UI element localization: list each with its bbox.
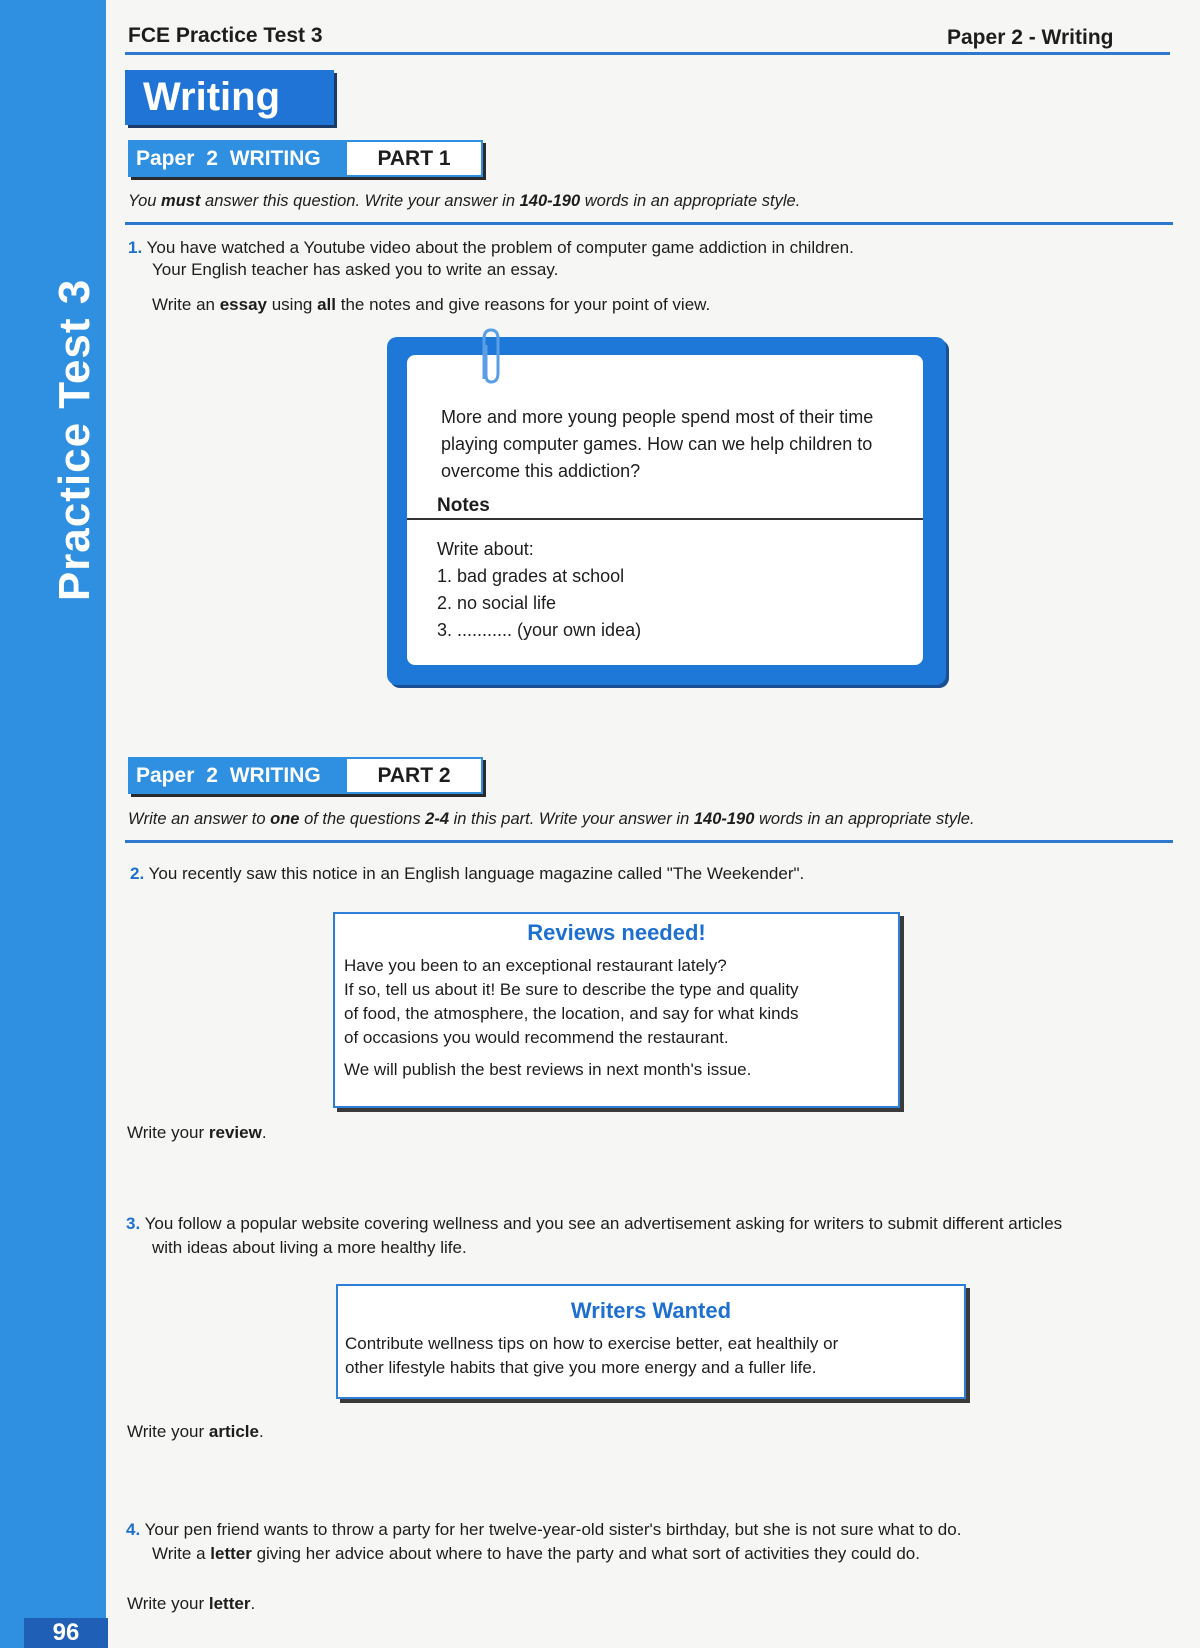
question-number: 4.	[126, 1520, 141, 1539]
notice-footer: We will publish the best reviews in next month's issue.	[344, 1060, 752, 1079]
task-article: article	[208, 1422, 259, 1441]
part1-banner	[128, 140, 483, 177]
notice-line: If so, tell us about it! Be sure to describe the type and quality	[344, 980, 799, 999]
notice-line: other lifestyle habits that give you more energy and a fuller life.	[345, 1358, 817, 1377]
part1-banner-paper: Paper 2 WRITING	[128, 140, 345, 177]
instr-range: 2-4	[425, 810, 450, 828]
question-3	[126, 1212, 1062, 1236]
task-essay: essay	[219, 295, 267, 314]
notice-body	[335, 946, 898, 1082]
task-text: Write your	[127, 1123, 209, 1142]
note-item: 3. ........... (your own idea)	[437, 620, 642, 640]
question-number: 3.	[126, 1214, 141, 1233]
task-text: the notes and give reasons for your point of view.	[336, 295, 711, 314]
question-text: Your pen friend wants to throw a party for her twelve-year-old sister's birthday, but she is not sure what to do.	[144, 1520, 962, 1539]
instr-text: words in an appropriate style.	[580, 192, 801, 210]
part2-banner	[128, 757, 483, 794]
notes-label: Notes	[437, 495, 490, 516]
instr-word-count: 140-190	[519, 192, 581, 210]
note-prompt: More and more young people spend most of their time playing computer games. How can we help children to overcome this addiction?	[441, 407, 874, 481]
notice-line: Have you been to an exceptional restaurant lately?	[344, 956, 727, 975]
task-text: Write an	[152, 295, 220, 314]
question-2-task	[127, 1121, 267, 1145]
writers-notice	[336, 1284, 966, 1399]
task-letter: letter	[208, 1594, 251, 1613]
notice-body	[338, 1324, 964, 1380]
part2-rule	[125, 840, 1173, 843]
question-3-line2: with ideas about living a more healthy life.	[152, 1238, 467, 1257]
task-text: Write a	[152, 1544, 211, 1563]
question-1-line2: Your English teacher has asked you to write an essay.	[152, 260, 559, 279]
question-text: You have watched a Youtube video about the problem of computer game addiction in children.	[146, 238, 854, 257]
header-left: FCE Practice Test 3	[128, 24, 323, 47]
task-text: Write your	[127, 1594, 209, 1613]
task-review: review	[208, 1123, 262, 1142]
part2-instruction	[128, 810, 975, 829]
part1-rule	[125, 222, 1173, 225]
header-right: Paper 2 - Writing	[947, 26, 1114, 49]
instr-text: words in an appropriate style.	[754, 810, 975, 828]
question-number: 1.	[128, 238, 143, 257]
instr-word-count: 140-190	[693, 810, 755, 828]
task-all: all	[317, 295, 336, 314]
question-4	[126, 1518, 961, 1542]
notice-line: of food, the atmosphere, the location, and say for what kinds	[344, 1004, 799, 1023]
instr-text: of the questions	[299, 810, 426, 828]
page-number: 96	[24, 1618, 108, 1648]
notice-line: Contribute wellness tips on how to exercise better, eat healthily or	[345, 1334, 839, 1353]
task-text: .	[250, 1594, 256, 1613]
task-text: .	[261, 1123, 267, 1142]
instr-text: Write an answer to	[128, 810, 271, 828]
notice-line: of occasions you would recommend the restaurant.	[344, 1028, 729, 1047]
paperclip-icon	[476, 327, 504, 387]
instr-text: answer this question. Write your answer in	[200, 192, 520, 210]
task-text: giving her advice about where to have the party and what sort of activities they could do.	[251, 1544, 920, 1563]
task-letter: letter	[210, 1544, 252, 1563]
question-4-line2	[152, 1542, 920, 1566]
write-about: Write about:	[437, 539, 534, 559]
question-4-task	[127, 1592, 255, 1616]
instr-text: in this part. Write your answer in	[449, 810, 694, 828]
question-text: You follow a popular website covering wellness and you see an advertisement asking for writers to submit different articles	[144, 1214, 1063, 1233]
task-text: Write your	[127, 1422, 209, 1441]
question-number: 2.	[130, 864, 145, 883]
note-item: 2. no social life	[437, 593, 557, 613]
task-text: using	[267, 295, 318, 314]
instr-emphasis: one	[270, 810, 300, 828]
note-item: 1. bad grades at school	[437, 566, 625, 586]
instr-emphasis: must	[161, 192, 201, 210]
section-title: Writing	[125, 70, 334, 125]
part1-banner-part: PART 1	[345, 140, 483, 177]
task-text: .	[258, 1422, 264, 1441]
instr-text: You	[128, 192, 162, 210]
question-1	[128, 236, 854, 260]
side-strip	[0, 0, 106, 1648]
part2-banner-paper: Paper 2 WRITING	[128, 757, 345, 794]
notice-title: Writers Wanted	[570, 1298, 732, 1323]
header-rule	[125, 52, 1170, 55]
question-2	[130, 862, 804, 886]
question-3-task	[127, 1420, 264, 1444]
part2-banner-part: PART 2	[345, 757, 483, 794]
side-title: Practice Test 3	[50, 278, 99, 602]
part1-instruction	[128, 192, 800, 211]
reviews-notice	[333, 912, 900, 1108]
notes-divider	[407, 518, 923, 520]
notice-title: Reviews needed!	[527, 920, 706, 945]
question-text: You recently saw this notice in an English language magazine called "The Weekender".	[148, 864, 805, 883]
question-1-task	[152, 293, 710, 317]
